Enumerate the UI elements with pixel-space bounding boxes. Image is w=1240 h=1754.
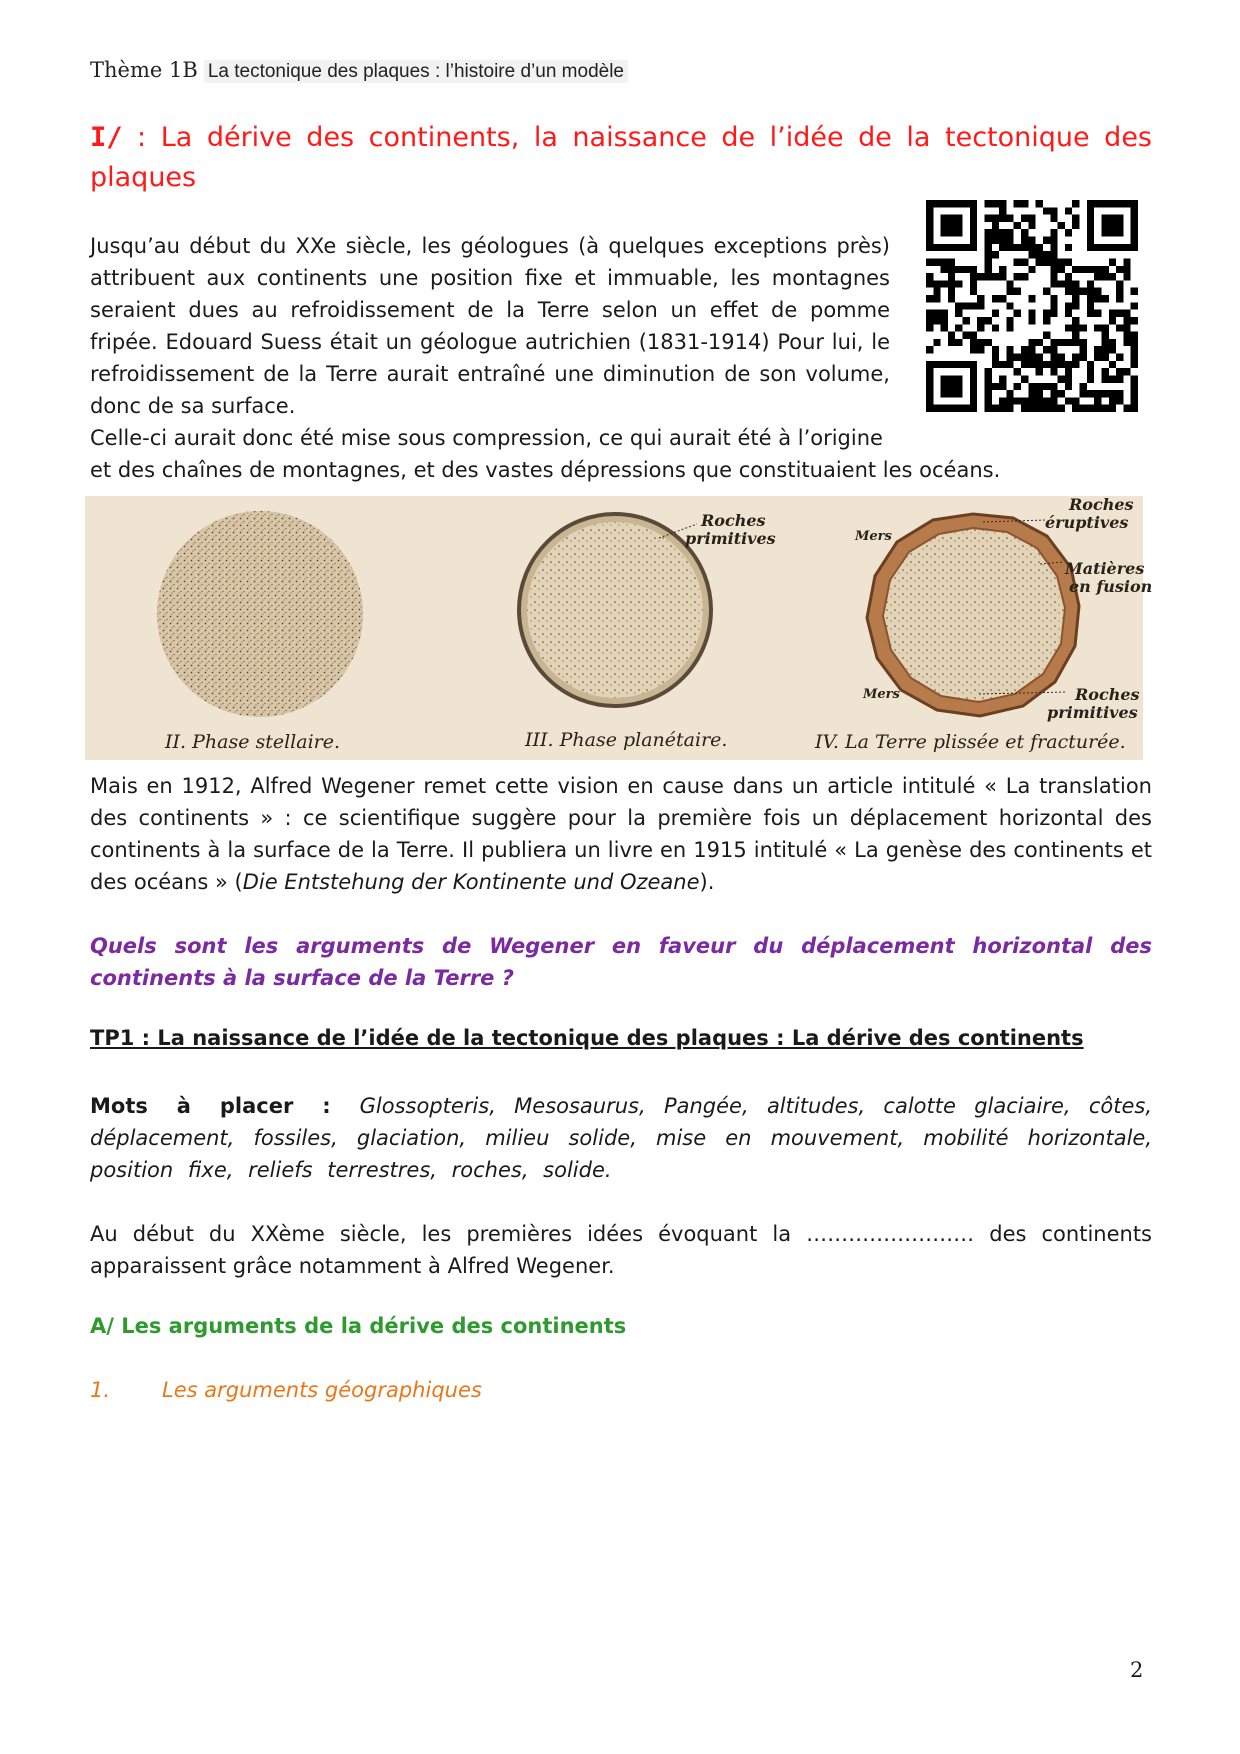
guiding-question: Quels sont les arguments de Wegener en faveur du déplacement horizontal des continents à la surface de la Terre ?	[90, 934, 1152, 990]
subsection-1-number: 1.	[90, 1378, 111, 1402]
wegener-paragraph	[90, 770, 1152, 898]
label-roches-primitives-2b: primitives	[1047, 703, 1138, 722]
label-matieres-a: Matières	[1065, 559, 1145, 578]
label-mers-bottom: Mers	[863, 687, 900, 702]
label-roches-primitives-1b: primitives	[685, 529, 776, 548]
fill-in-sentence: Au début du XXème siècle, les premières idées évoquant la …………………… des continents apparaissent grâce notamment à Alfred Wegener.	[90, 1222, 1152, 1278]
caption-phase-planetaire: III. Phase planétaire.	[525, 729, 728, 751]
label-matieres-b: en fusion	[1069, 577, 1153, 596]
label-mers-top: Mers	[855, 529, 892, 544]
intro-paragraph-2a: Celle-ci aurait donc été mise sous compression, ce qui aurait été à l’origine	[90, 426, 883, 450]
section-roman-numeral: I/	[90, 122, 123, 153]
caption-terre-plissee: IV. La Terre plissée et fracturée.	[815, 731, 1126, 753]
section-title	[90, 118, 1152, 198]
stellar-phase-globe	[157, 511, 363, 717]
caption-phase-stellaire: II. Phase stellaire.	[165, 731, 341, 753]
label-roches-eruptives-b: éruptives	[1045, 513, 1129, 532]
word-bank-list: Glossopteris, Mesosaurus, Pangée, altitudes, calotte glaciaire, côtes, déplacement, fossiles, glaciation, milieu solide, mise en mouvement, mobilité horizontale, position fixe, reliefs terrestres, roches, solide.	[90, 1094, 1152, 1182]
label-roches-primitives-1a: Roches	[701, 511, 766, 530]
intro-paragraph-2b: et des chaînes de montagnes, et des vastes dépressions que constituaient les océans.	[90, 458, 1001, 482]
section-a-heading: A/ Les arguments de la dérive des continents	[90, 1314, 627, 1338]
label-roches-primitives-2a: Roches	[1075, 685, 1140, 704]
page-number: 2	[1130, 1658, 1144, 1682]
earth-phases-illustration	[85, 495, 1153, 760]
word-bank-label: Mots à placer :	[90, 1094, 360, 1118]
intro-text	[90, 230, 1001, 486]
label-roches-eruptives-a: Roches	[1069, 495, 1134, 514]
subsection-1-text: Les arguments géographiques	[162, 1378, 482, 1402]
header-theme: Thème 1B	[90, 58, 198, 82]
header-title: La tectonique des plaques : l’histoire d’un modèle	[204, 60, 628, 83]
subsection-1-heading	[90, 1378, 482, 1402]
tp-title: TP1 : La naissance de l’idée de la tectonique des plaques : La dérive des continents	[90, 1026, 1084, 1050]
qr-code[interactable]	[926, 200, 1138, 412]
intro-paragraph-1: Jusqu’au début du XXe siècle, les géologues (à quelques exceptions près) attribuent aux continents une position fixe et immuable, les montagnes seraient dues au refroidissement de la Terre selon un effet de pomme fripée. Edouard Suess était un géologue autrichien (1831-1914) Pour lui, le refroidissement de la Terre aurait entraîné une diminution de son volume, donc de sa surface.	[90, 234, 890, 418]
qr-code-icon	[926, 200, 1138, 412]
book-title-german: Die Entstehung der Kontinente und Ozeane	[242, 870, 700, 894]
page-header	[90, 58, 628, 83]
wegener-text-a: Mais en 1912, Alfred Wegener remet cette vision en cause dans un article intitulé « La translation des continents » : ce scientifique suggère pour la première fois un déplacement horizontal des continents à la surface de la Terre. Il publiera un livre en 1915 intitulé « La genèse des continents et des océans » (	[90, 774, 1152, 894]
section-title-text: : La dérive des continents, la naissance de l’idée de la tectonique des plaques	[90, 122, 1152, 193]
earth-phases-figure	[85, 495, 1153, 760]
wegener-text-b: ).	[699, 870, 715, 894]
word-bank	[90, 1090, 1152, 1186]
